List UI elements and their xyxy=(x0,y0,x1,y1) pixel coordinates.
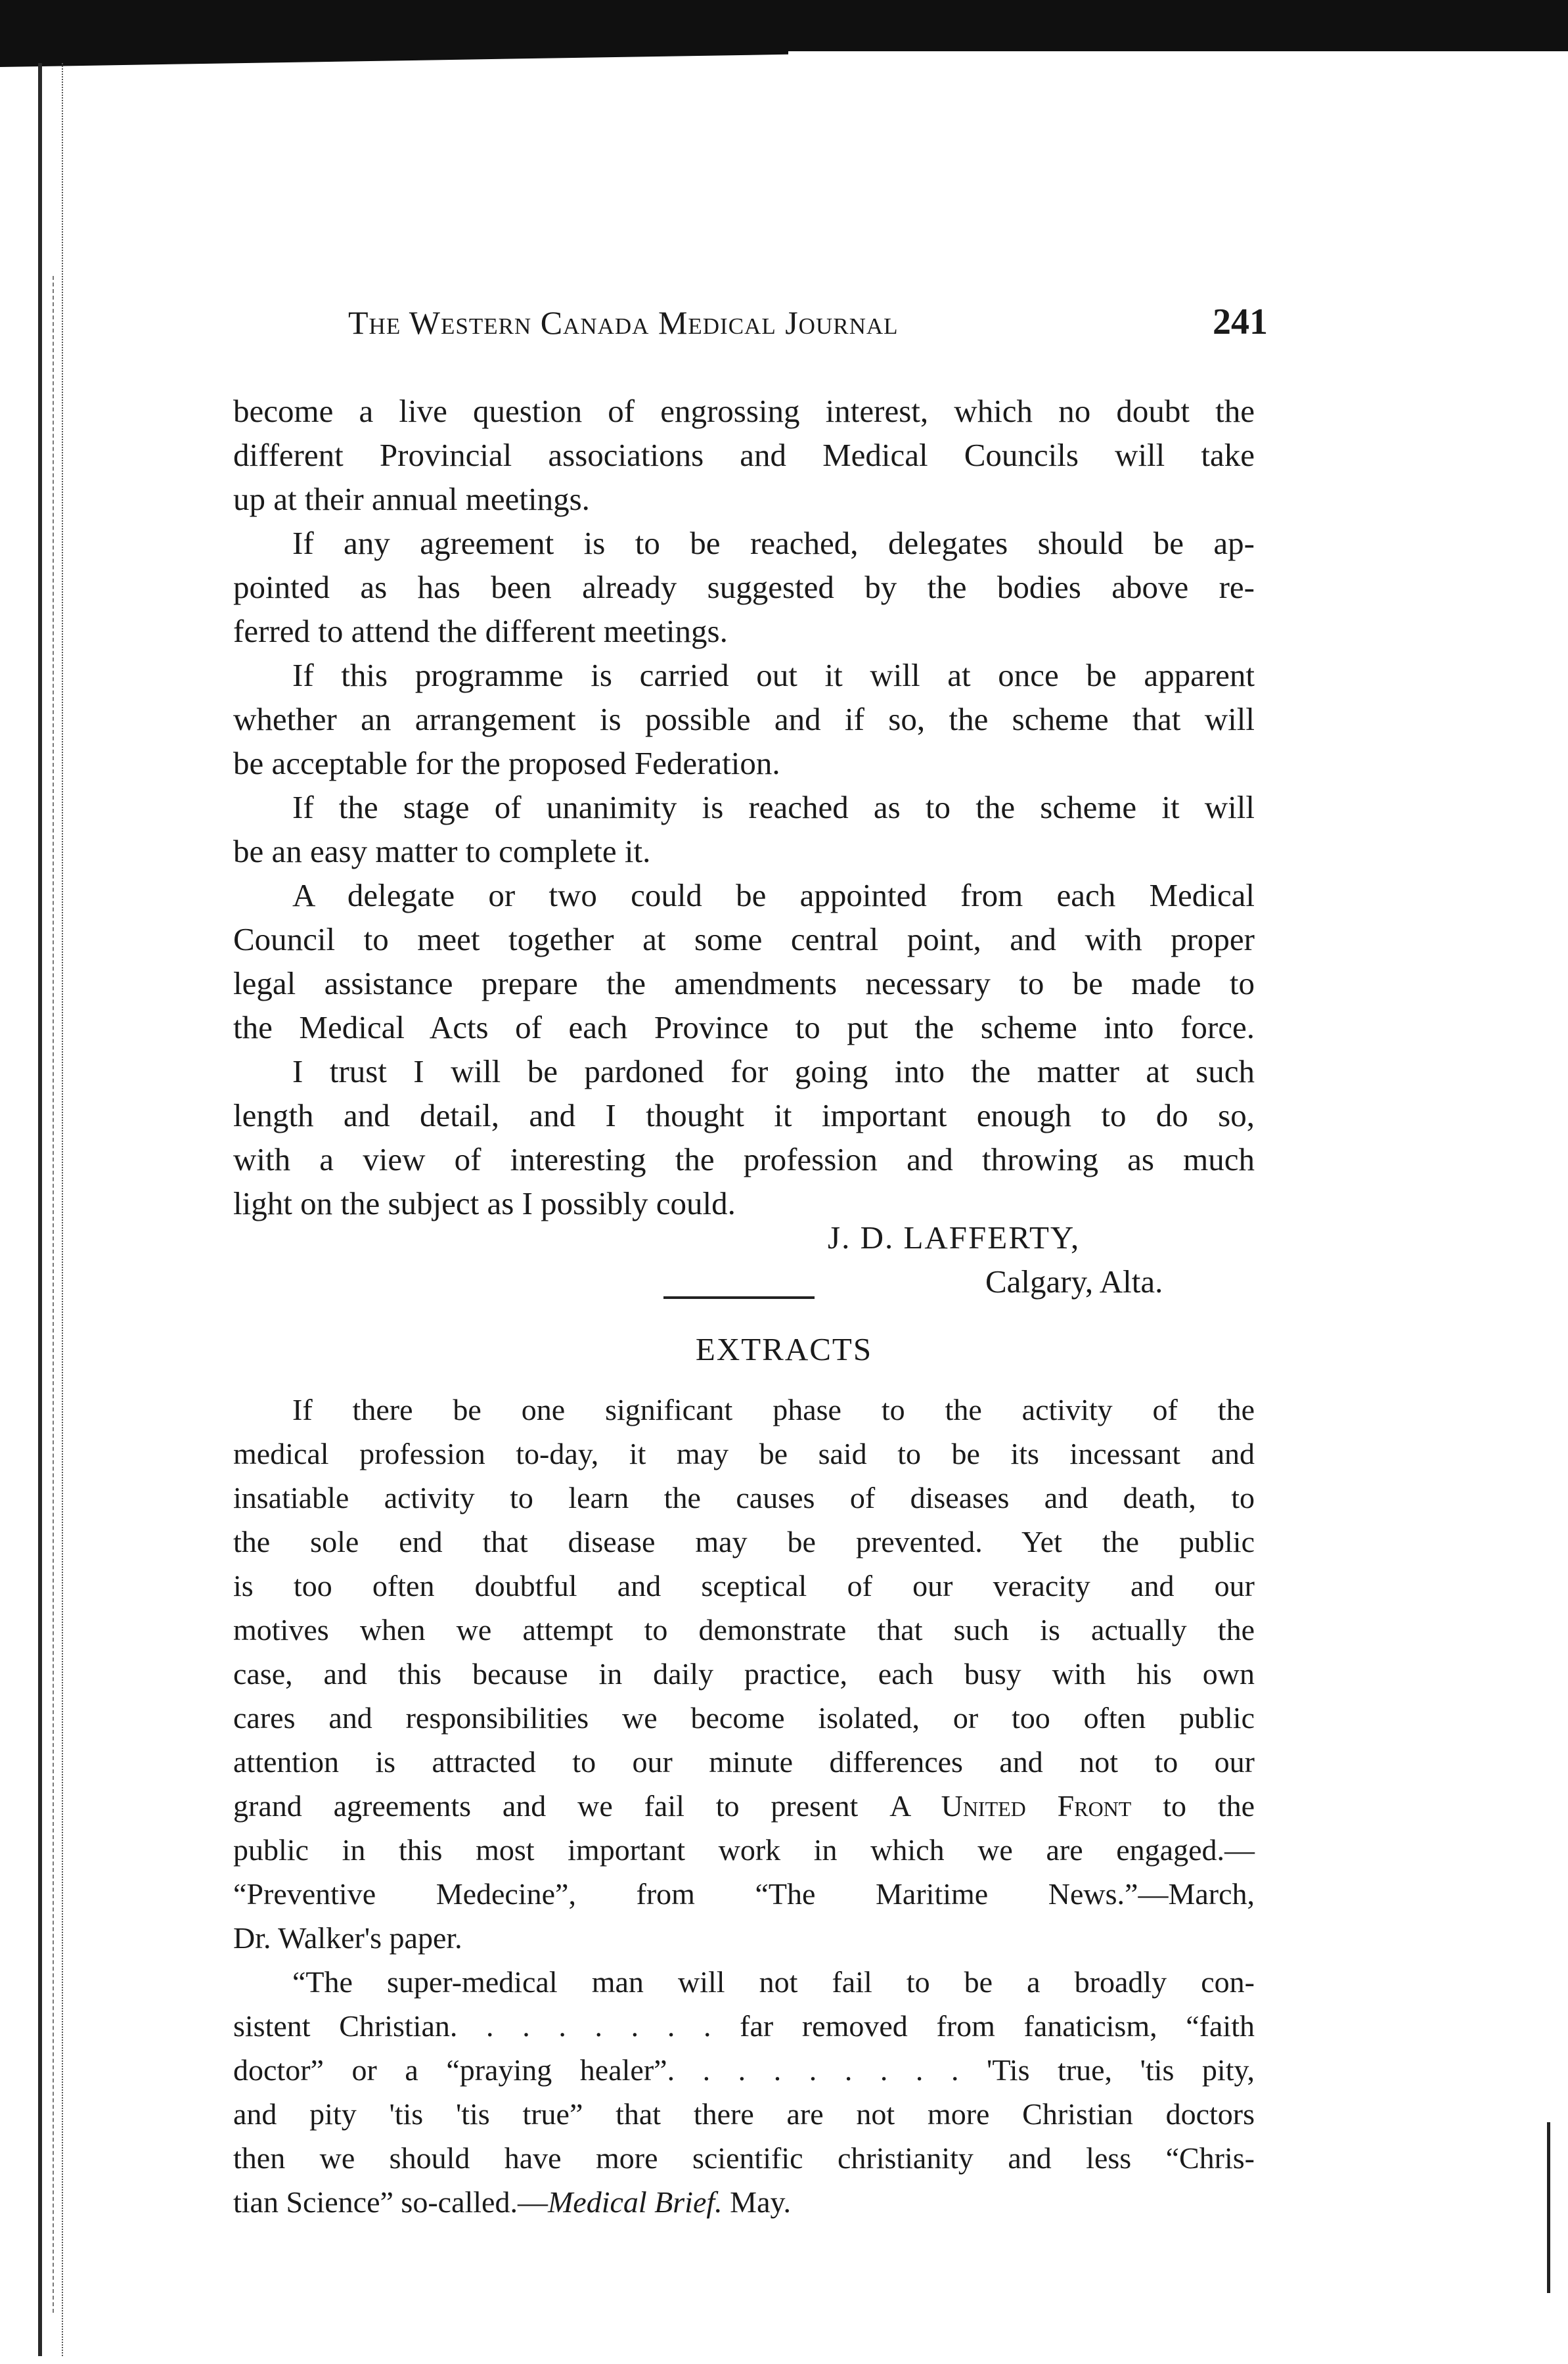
small-caps-phrase: A United Front xyxy=(889,1789,1132,1823)
text-line: doctor” or a “praying healer”. . . . . . . . . 'Tis true, 'tis pity, xyxy=(233,2053,1255,2087)
text-line: and pity 'tis 'tis true” that there are not more Christian doctors xyxy=(233,2097,1255,2131)
text-line: is too often doubtful and sceptical of our veracity and our xyxy=(233,1569,1255,1603)
line-segment: May. xyxy=(722,2185,792,2219)
extracts-body xyxy=(233,1393,1255,2229)
text-line: light on the subject as I possibly could. xyxy=(233,1185,736,1221)
text-line: attention is attracted to our minute differences and not to our xyxy=(233,1745,1255,1779)
text-line: case, and this because in daily practice, each busy with his own xyxy=(233,1657,1255,1691)
scan-top-edge xyxy=(0,0,1568,51)
text-line: public in this most important work in which we are engaged.— xyxy=(233,1833,1255,1867)
line-segment: tian Science” so-called.— xyxy=(233,2185,548,2219)
text-line: Council to meet together at some central point, and with proper xyxy=(233,921,1255,957)
text-line: cares and responsibilities we become isolated, or too often public xyxy=(233,1701,1255,1735)
scan-top-edge-shadow xyxy=(0,51,788,67)
text-line: “Preventive Medecine”, from “The Maritime News.”—March, xyxy=(233,1877,1255,1911)
text-line: medical profession to-day, it may be said to be its incessant and xyxy=(233,1437,1255,1470)
text-line: insatiable activity to learn the causes of diseases and death, to xyxy=(233,1481,1255,1514)
text-line-with-small-caps xyxy=(233,1789,1255,1833)
text-line: A delegate or two could be appointed from each Medical xyxy=(292,877,1255,913)
text-line: the Medical Acts of each Province to put the scheme into force. xyxy=(233,1009,1255,1045)
page-binding-stitching xyxy=(53,276,55,2313)
citation-source: Medical Brief. xyxy=(547,2185,723,2219)
text-line: legal assistance prepare the amendments necessary to be made to xyxy=(233,965,1255,1001)
running-head xyxy=(348,304,1268,356)
text-line: then we should have more scientific christianity and less “Chris- xyxy=(233,2141,1255,2175)
section-divider xyxy=(663,1296,815,1299)
text-line: up at their annual meetings. xyxy=(233,481,590,517)
signature-place: Calgary, Alta. xyxy=(985,1263,1163,1300)
scan-edge-mark xyxy=(1547,2122,1550,2293)
text-line: whether an arrangement is possible and if so, the scheme that will xyxy=(233,701,1255,737)
text-line: length and detail, and I thought it important enough to do so, xyxy=(233,1097,1255,1133)
text-line: motives when we attempt to demonstrate that such is actually the xyxy=(233,1613,1255,1647)
text-line: become a live question of engrossing interest, which no doubt the xyxy=(233,393,1255,429)
text-line: with a view of interesting the profession and throwing as much xyxy=(233,1141,1255,1177)
text-line: “The super-medical man will not fail to be a broadly con- xyxy=(292,1965,1255,1999)
text-line: Dr. Walker's paper. xyxy=(233,1921,462,1955)
text-line: If there be one significant phase to the activity of the xyxy=(292,1393,1255,1426)
line-segment: grand agreements and we fail to present xyxy=(233,1789,890,1823)
text-line: different Provincial associations and Medical Councils will take xyxy=(233,437,1255,473)
text-line: If any agreement is to be reached, delegates should be ap- xyxy=(292,525,1255,561)
text-line: pointed as has been already suggested by the bodies above re- xyxy=(233,569,1255,605)
journal-title: The Western Canada Medical Journal xyxy=(348,304,899,341)
page-binding-edge xyxy=(38,63,63,2356)
letter-conclusion xyxy=(233,389,1255,1225)
text-line: ferred to attend the different meetings. xyxy=(233,613,728,649)
text-line: be an easy matter to complete it. xyxy=(233,833,651,869)
line-segment: to the xyxy=(1131,1789,1255,1823)
page-number: 241 xyxy=(1213,302,1268,342)
text-line-with-citation xyxy=(233,2185,1255,2229)
text-line: the sole end that disease may be prevented. Yet the public xyxy=(233,1525,1255,1558)
text-line: If this programme is carried out it will at once be apparent xyxy=(292,657,1255,693)
text-line: If the stage of unanimity is reached as to the scheme it will xyxy=(292,789,1255,825)
signature-name: J. D. LAFFERTY, xyxy=(828,1219,1081,1256)
section-heading: EXTRACTS xyxy=(695,1331,873,1367)
text-line: be acceptable for the proposed Federation. xyxy=(233,745,780,781)
text-line: I trust I will be pardoned for going into the matter at such xyxy=(292,1053,1255,1089)
text-line: sistent Christian. . . . . . . . far removed from fanaticism, “faith xyxy=(233,2009,1255,2043)
